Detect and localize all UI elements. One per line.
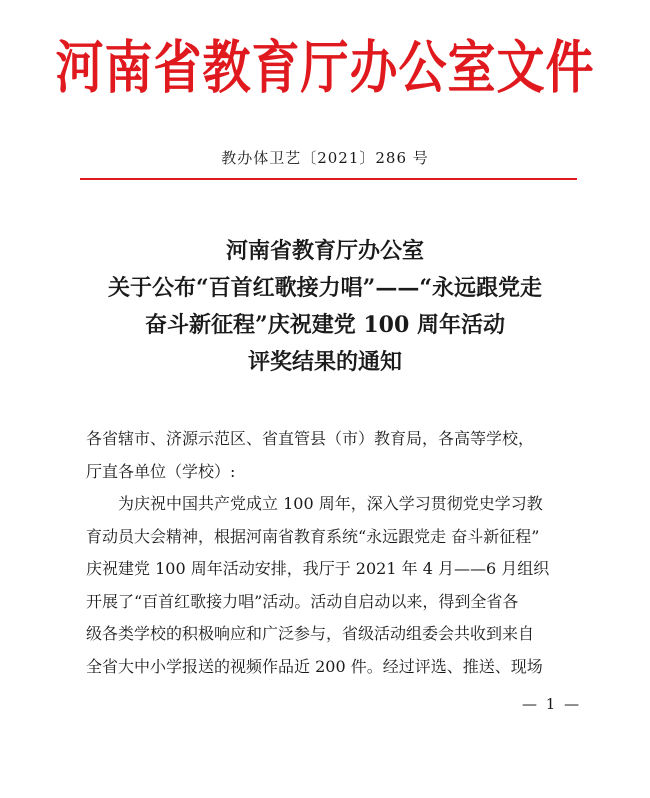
body-text-line: 育动员大会精神，根据河南省教育系统“永远跟党走 奋斗新征程” <box>86 526 540 546</box>
addressee-line: 各省辖市、济源示范区、省直管县（市）教育局，各高等学校， <box>86 429 535 448</box>
body-text-line: 庆祝建党 100 周年活动安排，我厅于 2021 年 4 月——6 月组织 <box>86 559 550 578</box>
body-text-line: 为庆祝中国共产党成立 100 周年，深入学习贯彻党史学习教 <box>118 494 543 513</box>
notice-body <box>86 423 576 683</box>
title-line: 关于公布“百首红歌接力唱”——“永远跟党走 <box>108 275 542 301</box>
red-divider-line <box>80 178 577 180</box>
title-line: 评奖结果的通知 <box>247 349 402 375</box>
title-line: 奋斗新征程”庆祝建党 100 周年活动 <box>145 312 505 338</box>
notice-title <box>0 233 650 381</box>
body-text-line: 开展了“百首红歌接力唱”活动。活动自启动以来，得到全省各 <box>86 591 519 611</box>
document-masthead: 河南省教育厅办公室文件 <box>55 34 595 102</box>
body-text-line: 级各类学校的积极响应和广泛参与，省级活动组委会共收到来自 <box>86 624 535 643</box>
document-number: 教办体卫艺〔2021〕286 号 <box>221 149 429 167</box>
body-text-line: 全省大中小学报送的视频作品近 200 件。经过评选、推送、现场 <box>86 656 543 676</box>
title-line: 河南省教育厅办公室 <box>225 238 424 264</box>
addressee-line: 厅直各单位（学校）: <box>86 461 236 481</box>
page-number: — 1 — <box>522 695 582 713</box>
